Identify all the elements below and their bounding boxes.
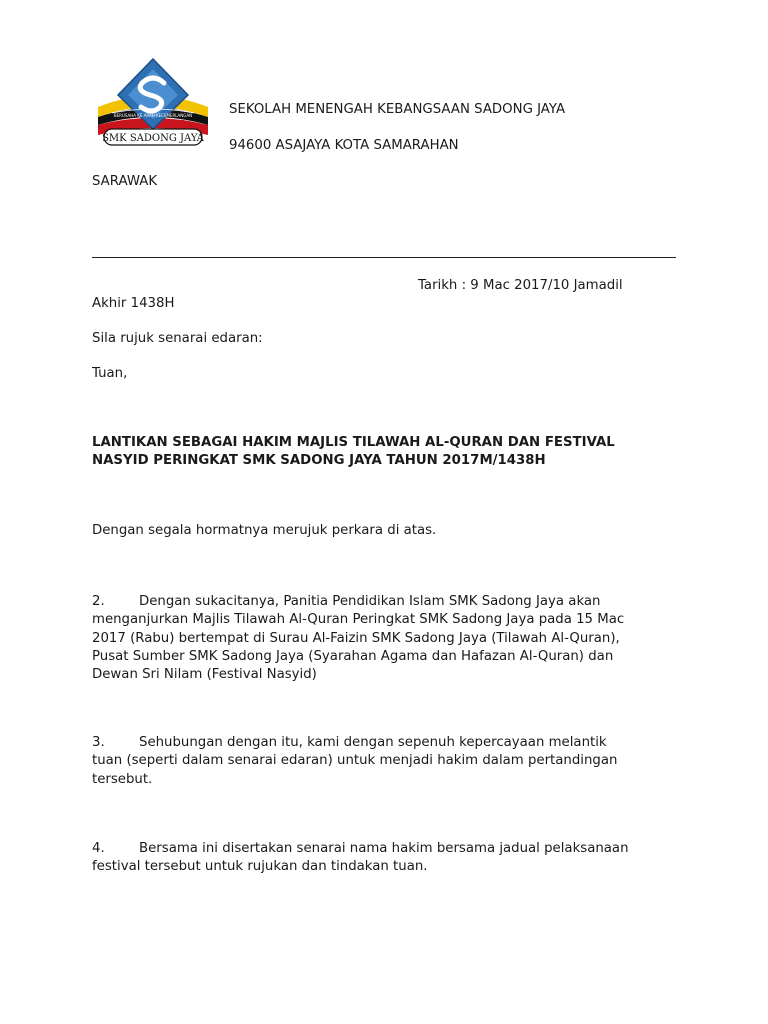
- salutation: Tuan,: [92, 366, 128, 381]
- paragraph-line: [92, 593, 672, 611]
- logo-text: SMK SADONG JAYA: [102, 133, 204, 144]
- school-name: SEKOLAH MENENGAH KEBANGSAAN SADONG JAYA: [229, 102, 566, 117]
- opening-sentence: Dengan segala hormatnya merujuk perkara di atas.: [92, 523, 437, 538]
- paragraph-line: Dewan Sri Nilam (Festival Nasyid): [92, 667, 317, 683]
- letter-title-line-1: LANTIKAN SEBAGAI HAKIM MAJLIS TILAWAH AL-QURAN DAN FESTIVAL: [92, 435, 615, 450]
- school-logo: [92, 55, 214, 155]
- paragraph-text: Dengan sukacitanya, Panitia Pendidikan Islam SMK Sadong Jaya akan: [139, 594, 601, 609]
- school-state: SARAWAK: [92, 174, 158, 189]
- paragraph-number: 3.: [92, 735, 105, 750]
- reference-line: Sila rujuk senarai edaran:: [92, 331, 263, 346]
- school-logo-emblem: [92, 55, 214, 155]
- paragraph-text: Sehubungan dengan itu, kami dengan sepenuh kepercayaan melantik: [139, 735, 607, 750]
- paragraph-line: menganjurkan Majlis Tilawah Al-Quran Peringkat SMK Sadong Jaya pada 15 Mac: [92, 612, 625, 628]
- paragraph-line: Pusat Sumber SMK Sadong Jaya (Syarahan Agama dan Hafazan Al-Quran) dan: [92, 648, 614, 664]
- paragraph-line: festival tersebut untuk rujukan dan tindakan tuan.: [92, 859, 428, 875]
- paragraph-line: [92, 734, 672, 752]
- letterhead-divider: [92, 257, 676, 258]
- paragraph-line: 2017 (Rabu) bertempat di Surau Al-Faizin SMK Sadong Jaya (Tilawah Al-Quran),: [92, 630, 620, 646]
- letter-title-line-2: NASYID PERINGKAT SMK SADONG JAYA TAHUN 2017M/1438H: [92, 453, 546, 468]
- paragraph-line: tuan (seperti dalam senarai edaran) untuk menjadi hakim dalam pertandingan: [92, 753, 618, 769]
- paragraph-number: 4.: [92, 841, 105, 856]
- paragraph-4: [92, 840, 672, 877]
- letter-date-continued: Akhir 1438H: [92, 296, 175, 311]
- logo-motto: BERUSAHA KE ARAH KECEMERLANGAN: [113, 113, 193, 118]
- paragraph-text: Bersama ini disertakan senarai nama hakim bersama jadual pelaksanaan: [139, 841, 629, 856]
- paragraph-line: [92, 840, 672, 858]
- paragraph-line: tersebut.: [92, 771, 153, 787]
- letter-date: Tarikh : 9 Mac 2017/10 Jamadil: [418, 278, 623, 293]
- paragraph-number: 2.: [92, 594, 105, 609]
- paragraph-3: [92, 734, 672, 789]
- school-address: 94600 ASAJAYA KOTA SAMARAHAN: [229, 138, 459, 153]
- paragraph-2: [92, 593, 672, 684]
